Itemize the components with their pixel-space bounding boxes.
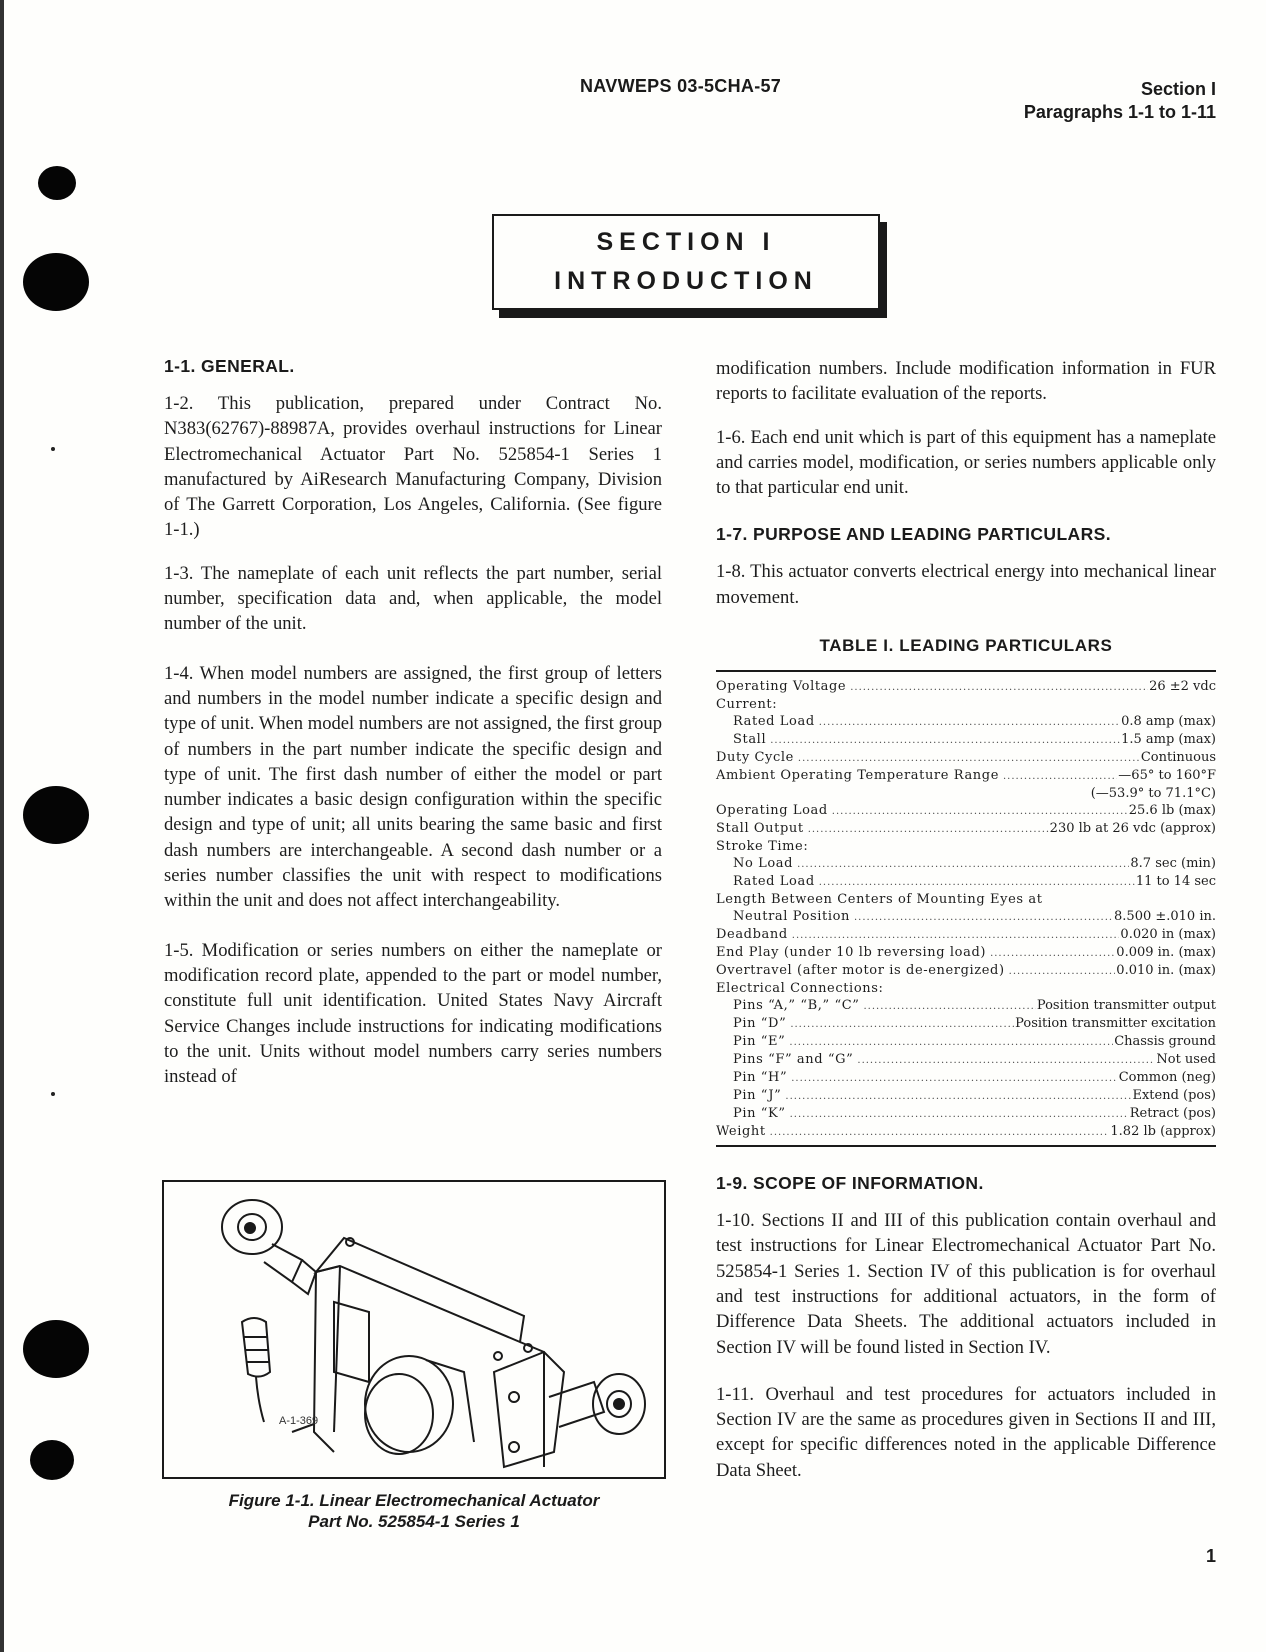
- leading-particulars-table: [716, 672, 1216, 1145]
- table-row: Current:: [716, 697, 778, 713]
- table-row: Weight ..... 1.82 lb (approx): [716, 1123, 1216, 1141]
- running-header-right: [1024, 78, 1216, 124]
- section-subtitle: INTRODUCTION: [554, 267, 818, 295]
- left-column: [164, 356, 662, 1107]
- table-row: No Load ..... 8.7 sec (min): [716, 855, 1216, 873]
- section-title-box: [492, 214, 880, 310]
- figure-caption-line2: Part No. 525854-1 Series 1: [308, 1512, 520, 1531]
- heading-general: 1-1. GENERAL.: [164, 356, 295, 376]
- table-row: (—53.9° to 71.1°C): [1090, 786, 1216, 802]
- table-row: Stall Output ..... 230 lb at 26 vdc (approx): [716, 820, 1216, 838]
- figure-caption: [162, 1490, 666, 1532]
- table-row: Pin “H” ..... Common (neg): [716, 1069, 1216, 1087]
- heading-scope: 1-9. SCOPE OF INFORMATION.: [716, 1173, 984, 1194]
- table-title: TABLE I. LEADING PARTICULARS: [819, 636, 1113, 656]
- table-row: Neutral Position ..... 8.500 ±.010 in.: [716, 908, 1216, 926]
- scan-speck: [51, 447, 55, 451]
- paragraph-range: Paragraphs 1-1 to 1-11: [1023, 102, 1216, 122]
- binder-hole: [23, 786, 89, 844]
- table-row: Rated Load ..... 0.8 amp (max): [716, 713, 1216, 731]
- table-row: Deadband ..... 0.020 in (max): [716, 926, 1216, 944]
- paragraph-1-3: 1-3. The nameplate of each unit reflects the part number, serial number, specification data and, when applicable, the model number of the unit.: [164, 562, 662, 635]
- paragraph-1-11: 1-11. Overhaul and test procedures for actuators included in Section IV are the same as procedures given in Sections II and III, except for specific differences noted in the applicable Difference Data Sheet.: [716, 1383, 1216, 1481]
- table-row: Pin “E” ..... Chassis ground: [716, 1033, 1216, 1051]
- table-row: Pins “A,” “B,” “C” ..... Position transmitter output: [716, 997, 1216, 1015]
- table-row: Pins “F” and “G” ..... Not used: [716, 1051, 1216, 1069]
- actuator-drawing-icon: [164, 1182, 664, 1477]
- table-row: Rated Load ..... 11 to 14 sec: [716, 873, 1216, 891]
- page-number: 1: [1205, 1546, 1216, 1566]
- section-label: Section I: [1140, 79, 1216, 99]
- table-bottom-rule: [716, 1145, 1216, 1147]
- table-row: End Play (under 10 lb reversing load) ..... 0.009 in. (max): [716, 944, 1216, 962]
- table-row: Operating Load ..... 25.6 lb (max): [716, 802, 1216, 820]
- binder-hole: [23, 253, 89, 311]
- binder-hole: [23, 1320, 89, 1378]
- figure-caption-line1: Figure 1-1. Linear Electromechanical Actuator: [228, 1491, 600, 1510]
- table-row: Ambient Operating Temperature Range ..... —65° to 160°F: [716, 767, 1216, 785]
- binder-hole: [38, 166, 76, 200]
- table-row: Pin “J” ..... Extend (pos): [716, 1087, 1216, 1105]
- paragraph-1-4: 1-4. When model numbers are assigned, the first group of letters and numbers in the model number indicate a specific design and type of unit. When model numbers are not assigned, the first group of numbers in the part number indicate the specific design and type of unit. The first dash number of either the model or part number indicates a basic design configuration within the specific design and type of unit; all units bearing the same basic and first dash numbers are interchangeable. A second dash number or a series number classifies the unit with respect to modifications within the unit and does not affect interchangeability.: [164, 662, 662, 912]
- table-row: Pin “K” ..... Retract (pos): [716, 1105, 1216, 1123]
- table-row: Length Between Centers of Mounting Eyes at: [716, 892, 1043, 908]
- paragraph-1-5: 1-5. Modification or series numbers on either the nameplate or modification record plate, appended to the part or model number, constitute full unit identification. United States Navy Aircraft Service Changes include instructions for indicating modifications to the unit. Units without model numbers carry series numbers instead of: [164, 939, 662, 1088]
- paragraph-1-6: 1-6. Each end unit which is part of this equipment has a nameplate and carries model, modification, or series numbers applicable only to that particular end unit.: [716, 426, 1216, 499]
- table-row: Duty Cycle ..... Continuous: [716, 749, 1216, 767]
- table-row: Stall ..... 1.5 amp (max): [716, 731, 1216, 749]
- paragraph-1-8: 1-8. This actuator converts electrical energy into mechanical linear movement.: [716, 561, 1216, 608]
- page-left-edge: [0, 0, 4, 1652]
- table-row: Overtravel (after motor is de-energized) ..... 0.010 in. (max): [716, 962, 1216, 980]
- scan-speck: [51, 1092, 55, 1096]
- heading-purpose: 1-7. PURPOSE AND LEADING PARTICULARS.: [716, 524, 1111, 545]
- figure-actuator-illustration: [162, 1180, 666, 1479]
- paragraph-1-5-continued: modification numbers. Include modification information in FUR reports to facilitate evaluation of the reports.: [716, 358, 1216, 405]
- table-row: Stroke Time:: [716, 839, 809, 855]
- document-number: NAVWEPS 03-5CHA-57: [580, 76, 782, 96]
- table-row: Pin “D” ..... Position transmitter excitation: [716, 1015, 1216, 1033]
- binder-hole: [30, 1440, 74, 1480]
- figure-id-label: A-1-369: [279, 1415, 319, 1427]
- table-row: Operating Voltage ..... 26 ±2 vdc: [716, 678, 1216, 696]
- paragraph-1-2: 1-2. This publication, prepared under Contract No. N383(62767)-88987A, provides overhaul instructions for Linear Electromechanical Actuator Part No. 525854-1 Series 1 manufactured by AiResearch Manufacturing Company, Division of The Garrett Corporation, Los Angeles, California. (See figure 1-1.): [164, 393, 662, 541]
- right-column: [716, 356, 1216, 1501]
- section-title: SECTION I: [596, 228, 776, 256]
- table-row: Electrical Connections:: [716, 981, 884, 997]
- paragraph-1-10: 1-10. Sections II and III of this publication contain overhaul and test instructions for Linear Electromechanical Actuator Part No. 525854-1 Series 1. Section IV of this publication is for overhaul and test instructions for additional actuators, in the form of Difference Data Sheets. The additional actuators included in Section IV will be found listed in Section IV.: [716, 1210, 1216, 1358]
